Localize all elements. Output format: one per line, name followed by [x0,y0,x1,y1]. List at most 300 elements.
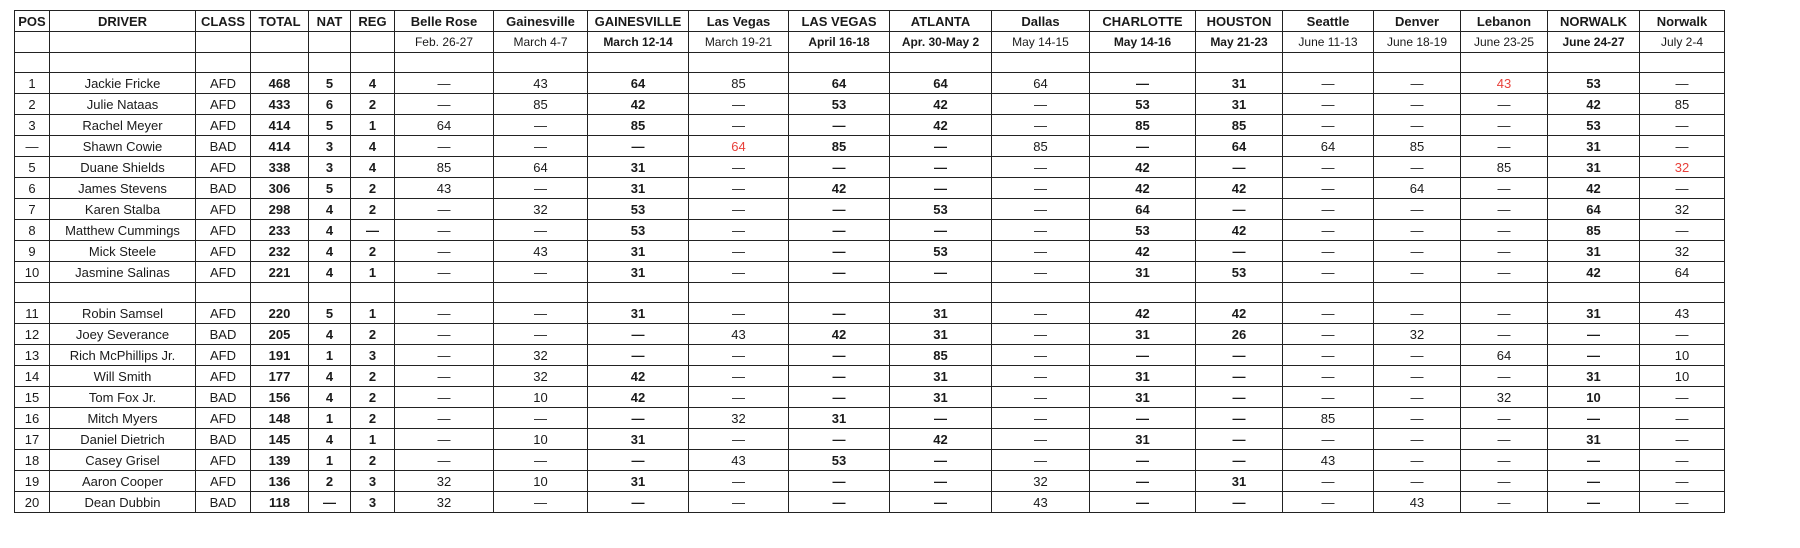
result-cell: — [992,408,1090,429]
table-row [15,324,1725,345]
result-cell: — [494,220,588,241]
result-cell: 31 [588,241,689,262]
result-cell: — [1283,94,1374,115]
result-cell: — [1461,220,1548,241]
event-venue: Dallas [992,11,1090,32]
result-cell: — [494,178,588,199]
total-cell: 232 [251,241,309,262]
result-cell: — [1196,408,1283,429]
result-cell: — [494,450,588,471]
result-cell: 10 [1548,387,1640,408]
result-cell: 31 [890,303,992,324]
result-cell: — [992,199,1090,220]
result-cell: — [1090,450,1196,471]
result-cell: — [395,94,494,115]
table-row [15,492,1725,513]
reg-cell: 2 [351,324,395,345]
result-cell: — [1196,157,1283,178]
result-cell: 42 [890,429,992,450]
nat-cell: 1 [309,345,351,366]
event-venue: Norwalk [1640,11,1725,32]
class-cell: BAD [196,136,251,157]
pos-cell: 6 [15,178,50,199]
result-cell: — [1374,94,1461,115]
result-cell: — [992,324,1090,345]
result-cell: — [395,366,494,387]
table-row [15,73,1725,94]
result-cell: 85 [1548,220,1640,241]
nat-cell: 3 [309,157,351,178]
event-date: June 24-27 [1548,32,1640,53]
total-cell: 156 [251,387,309,408]
total-cell: 220 [251,303,309,324]
result-cell: — [1374,408,1461,429]
result-cell: — [1196,492,1283,513]
result-cell: — [1461,199,1548,220]
result-cell: 42 [1196,303,1283,324]
result-cell: — [1090,492,1196,513]
result-cell: 31 [1548,136,1640,157]
result-cell: — [992,366,1090,387]
nat-cell: 4 [309,199,351,220]
reg-cell: — [351,220,395,241]
standings-body [15,53,1725,513]
result-cell: 31 [890,324,992,345]
driver-cell: Daniel Dietrich [50,429,196,450]
result-cell: — [395,73,494,94]
class-cell: BAD [196,178,251,199]
nat-cell: 4 [309,241,351,262]
pos-cell: 8 [15,220,50,241]
pos-cell: 5 [15,157,50,178]
result-cell: 42 [1090,178,1196,199]
result-cell: — [494,303,588,324]
event-venue: Gainesville [494,11,588,32]
event-date: Apr. 30-May 2 [890,32,992,53]
class-cell: AFD [196,241,251,262]
result-cell: — [1374,366,1461,387]
result-cell: — [395,303,494,324]
pos-cell: 13 [15,345,50,366]
result-cell: — [689,492,789,513]
nat-cell: 6 [309,94,351,115]
table-row [15,262,1725,283]
result-cell: — [1461,492,1548,513]
result-cell: 31 [1548,241,1640,262]
result-cell: — [789,115,890,136]
result-cell: 32 [1640,157,1725,178]
result-cell: — [588,136,689,157]
reg-cell: 2 [351,178,395,199]
result-cell: 43 [1461,73,1548,94]
nat-cell: 1 [309,450,351,471]
result-cell: 32 [992,471,1090,492]
driver-cell: Robin Samsel [50,303,196,324]
driver-cell: James Stevens [50,178,196,199]
total-cell: 136 [251,471,309,492]
pos-cell: 18 [15,450,50,471]
result-cell: — [689,199,789,220]
result-cell: — [992,241,1090,262]
result-cell: — [1640,471,1725,492]
event-date: June 18-19 [1374,32,1461,53]
result-cell: 53 [1090,220,1196,241]
result-cell: 31 [1090,262,1196,283]
spacer-row [15,283,1725,303]
result-cell: 32 [689,408,789,429]
result-cell: — [890,262,992,283]
result-cell: — [1283,199,1374,220]
event-venue: Denver [1374,11,1461,32]
result-cell: 31 [890,387,992,408]
result-cell: — [1640,492,1725,513]
result-cell: — [1374,157,1461,178]
result-cell: 43 [1283,450,1374,471]
result-cell: — [1461,450,1548,471]
result-cell: 31 [588,303,689,324]
driver-cell: Will Smith [50,366,196,387]
nat-cell: 5 [309,178,351,199]
result-cell: — [1461,366,1548,387]
result-cell: 43 [494,241,588,262]
result-cell: 42 [588,387,689,408]
class-cell: AFD [196,157,251,178]
result-cell: 32 [1461,387,1548,408]
table-row [15,94,1725,115]
result-cell: — [1374,429,1461,450]
result-cell: 42 [789,324,890,345]
event-venue: HOUSTON [1196,11,1283,32]
result-cell: 32 [1640,241,1725,262]
nat-cell: 4 [309,262,351,283]
result-cell: — [789,199,890,220]
result-cell: — [890,178,992,199]
col-header-nat: NAT [309,11,351,32]
reg-cell: 2 [351,94,395,115]
pos-cell: 11 [15,303,50,324]
result-cell: — [395,450,494,471]
result-cell: — [1196,199,1283,220]
result-cell: — [588,450,689,471]
class-cell: AFD [196,115,251,136]
reg-cell: 2 [351,387,395,408]
nat-cell: 4 [309,220,351,241]
class-cell: AFD [196,345,251,366]
result-cell: — [1374,199,1461,220]
class-cell: BAD [196,429,251,450]
driver-cell: Julie Nataas [50,94,196,115]
result-cell: — [494,136,588,157]
result-cell: — [1374,241,1461,262]
result-cell: 42 [1090,241,1196,262]
event-date: May 14-16 [1090,32,1196,53]
result-cell: 31 [789,408,890,429]
event-date: May 21-23 [1196,32,1283,53]
result-cell: — [1461,303,1548,324]
result-cell: — [789,157,890,178]
result-cell: — [1640,429,1725,450]
result-cell: 31 [588,262,689,283]
result-cell: — [1283,73,1374,94]
result-cell: 64 [1374,178,1461,199]
result-cell: — [494,408,588,429]
class-cell: BAD [196,387,251,408]
result-cell: 85 [588,115,689,136]
event-date: June 11-13 [1283,32,1374,53]
result-cell: 53 [1548,115,1640,136]
result-cell: 31 [1548,429,1640,450]
result-cell: 85 [494,94,588,115]
table-row [15,303,1725,324]
event-venue: NORWALK [1548,11,1640,32]
table-row [15,115,1725,136]
result-cell: — [395,199,494,220]
result-cell: — [494,324,588,345]
event-venue: LAS VEGAS [789,11,890,32]
table-row [15,450,1725,471]
class-cell: AFD [196,471,251,492]
result-cell: — [1090,471,1196,492]
result-cell: — [689,366,789,387]
result-cell: — [992,262,1090,283]
reg-cell: 1 [351,115,395,136]
result-cell: — [1461,324,1548,345]
reg-cell: 4 [351,73,395,94]
pos-cell: 16 [15,408,50,429]
table-row [15,157,1725,178]
result-cell: 85 [1461,157,1548,178]
table-row [15,387,1725,408]
col-header-reg: REG [351,11,395,32]
class-cell: AFD [196,73,251,94]
result-cell: — [1640,136,1725,157]
result-cell: 85 [1640,94,1725,115]
result-cell: 53 [789,450,890,471]
class-cell: AFD [196,366,251,387]
event-venue: ATLANTA [890,11,992,32]
result-cell: 10 [494,429,588,450]
result-cell: — [395,408,494,429]
result-cell: 64 [1548,199,1640,220]
result-cell: — [395,324,494,345]
result-cell: — [789,262,890,283]
result-cell: — [1283,471,1374,492]
table-row [15,429,1725,450]
total-cell: 148 [251,408,309,429]
driver-cell: Joey Severance [50,324,196,345]
driver-cell: Jasmine Salinas [50,262,196,283]
event-venue: CHARLOTTE [1090,11,1196,32]
table-row [15,199,1725,220]
header-row-dates [15,32,1725,53]
result-cell: 31 [588,429,689,450]
result-cell: — [689,115,789,136]
result-cell: 85 [689,73,789,94]
result-cell: — [689,262,789,283]
reg-cell: 2 [351,450,395,471]
event-date: March 12-14 [588,32,689,53]
class-cell: AFD [196,94,251,115]
event-venue: GAINESVILLE [588,11,689,32]
result-cell: 43 [992,492,1090,513]
result-cell: — [1283,157,1374,178]
nat-cell: 1 [309,408,351,429]
result-cell: 42 [1090,157,1196,178]
result-cell: — [1196,450,1283,471]
result-cell: 64 [1196,136,1283,157]
result-cell: — [992,220,1090,241]
total-cell: 191 [251,345,309,366]
result-cell: — [1090,136,1196,157]
nat-cell: 4 [309,366,351,387]
driver-cell: Rich McPhillips Jr. [50,345,196,366]
event-date: June 23-25 [1461,32,1548,53]
result-cell: — [494,115,588,136]
total-cell: 221 [251,262,309,283]
total-cell: 139 [251,450,309,471]
result-cell: — [588,492,689,513]
table-row [15,136,1725,157]
result-cell: — [789,366,890,387]
spacer-row [15,53,1725,73]
result-cell: — [789,387,890,408]
event-date: March 19-21 [689,32,789,53]
result-cell: 31 [1090,387,1196,408]
reg-cell: 3 [351,471,395,492]
pos-cell: 12 [15,324,50,345]
result-cell: 32 [1374,324,1461,345]
result-cell: 42 [1548,262,1640,283]
result-cell: — [494,262,588,283]
result-cell: 42 [588,366,689,387]
col-header-class: CLASS [196,11,251,32]
result-cell: 42 [1548,178,1640,199]
result-cell: — [789,492,890,513]
result-cell: — [689,345,789,366]
table-row [15,366,1725,387]
result-cell: — [1283,220,1374,241]
class-cell: AFD [196,199,251,220]
driver-cell: Matthew Cummings [50,220,196,241]
result-cell: 64 [1283,136,1374,157]
result-cell: — [1461,471,1548,492]
result-cell: — [789,345,890,366]
driver-cell: Tom Fox Jr. [50,387,196,408]
result-cell: — [992,345,1090,366]
result-cell: — [494,492,588,513]
result-cell: 32 [1640,199,1725,220]
result-cell: — [1283,324,1374,345]
result-cell: 64 [494,157,588,178]
result-cell: — [1640,115,1725,136]
nat-cell: 5 [309,115,351,136]
col-header-pos: POS [15,11,50,32]
class-cell: AFD [196,408,251,429]
result-cell: — [1640,324,1725,345]
result-cell: 53 [890,199,992,220]
reg-cell: 4 [351,157,395,178]
result-cell: — [1374,73,1461,94]
result-cell: — [1461,178,1548,199]
result-cell: — [1374,345,1461,366]
table-row [15,471,1725,492]
driver-cell: Mick Steele [50,241,196,262]
result-cell: — [1283,115,1374,136]
result-cell: 43 [689,324,789,345]
result-cell: 43 [1640,303,1725,324]
pos-cell: 15 [15,387,50,408]
result-cell: 32 [395,492,494,513]
result-cell: — [1461,115,1548,136]
result-cell: 64 [789,73,890,94]
result-cell: — [1196,345,1283,366]
result-cell: 31 [890,366,992,387]
result-cell: 42 [1090,303,1196,324]
pos-cell: 14 [15,366,50,387]
total-cell: 468 [251,73,309,94]
result-cell: — [1196,429,1283,450]
pos-cell: 17 [15,429,50,450]
result-cell: — [1548,450,1640,471]
result-cell: — [1640,408,1725,429]
driver-cell: Dean Dubbin [50,492,196,513]
result-cell: — [1283,429,1374,450]
result-cell: — [1640,73,1725,94]
result-cell: — [992,157,1090,178]
result-cell: — [1090,408,1196,429]
result-cell: 85 [890,345,992,366]
pos-cell: 10 [15,262,50,283]
table-row [15,408,1725,429]
result-cell: 32 [494,345,588,366]
result-cell: 53 [890,241,992,262]
result-cell: — [1548,345,1640,366]
total-cell: 233 [251,220,309,241]
result-cell: — [890,136,992,157]
result-cell: 42 [890,115,992,136]
result-cell: 64 [1090,199,1196,220]
result-cell: — [395,429,494,450]
result-cell: — [689,178,789,199]
result-cell: — [689,429,789,450]
result-cell: — [1196,241,1283,262]
total-cell: 306 [251,178,309,199]
result-cell: — [689,303,789,324]
event-venue: Las Vegas [689,11,789,32]
result-cell: — [1283,303,1374,324]
result-cell: — [1461,94,1548,115]
result-cell: 31 [1090,324,1196,345]
total-cell: 298 [251,199,309,220]
driver-cell: Rachel Meyer [50,115,196,136]
result-cell: — [1374,220,1461,241]
result-cell: — [1640,220,1725,241]
result-cell: — [1283,262,1374,283]
col-header-driver: DRIVER [50,11,196,32]
reg-cell: 4 [351,136,395,157]
result-cell: — [588,345,689,366]
result-cell: — [1283,366,1374,387]
pos-cell: — [15,136,50,157]
result-cell: 10 [494,471,588,492]
table-row [15,345,1725,366]
result-cell: — [1196,387,1283,408]
total-cell: 414 [251,115,309,136]
driver-cell: Duane Shields [50,157,196,178]
col-header-total: TOTAL [251,11,309,32]
result-cell: 43 [395,178,494,199]
result-cell: — [1640,450,1725,471]
